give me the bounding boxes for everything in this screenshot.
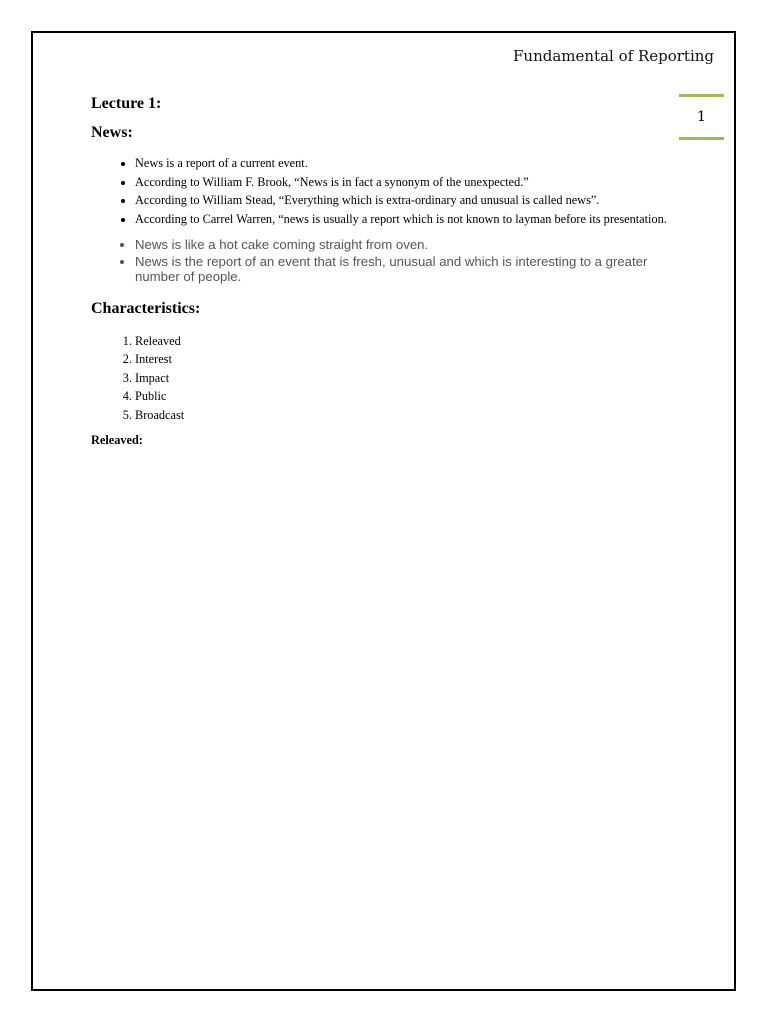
lecture-heading: Lecture 1:	[91, 95, 162, 112]
list-item: • News is like a hot cake coming straight from oven.	[135, 237, 671, 253]
news-extra-list	[91, 237, 671, 285]
list-item: 5. Broadcast	[135, 406, 671, 425]
news-definitions-list	[91, 156, 671, 227]
document-content	[91, 91, 671, 448]
page-number-badge	[679, 94, 724, 140]
page-number: 1	[697, 109, 706, 125]
list-item: • According to William Stead, “Everything which is extra-ordinary and unusual is called news”.	[135, 193, 671, 209]
list-item: 1. Releaved	[135, 332, 671, 351]
characteristics-heading: Characteristics:	[91, 299, 201, 317]
header-title: Fundamental of Reporting	[513, 47, 714, 65]
list-item: 3. Impact	[135, 369, 671, 388]
list-item: • News is the report of an event that is fresh, unusual and which is interesting to a greater number of people.	[135, 254, 671, 285]
characteristics-list	[91, 332, 671, 425]
list-item: • According to Carrel Warren, “news is usually a report which is not known to layman before its presentation.	[135, 212, 671, 228]
news-heading: News:	[91, 124, 133, 141]
list-item: 2. Interest	[135, 350, 671, 369]
releaved-subheading: Releaved:	[91, 433, 143, 447]
list-item: • News is a report of a current event.	[135, 156, 671, 172]
document-page	[31, 31, 736, 991]
list-item: 4. Public	[135, 387, 671, 406]
list-item: • According to William F. Brook, “News is in fact a synonym of the unexpected.”	[135, 175, 671, 191]
